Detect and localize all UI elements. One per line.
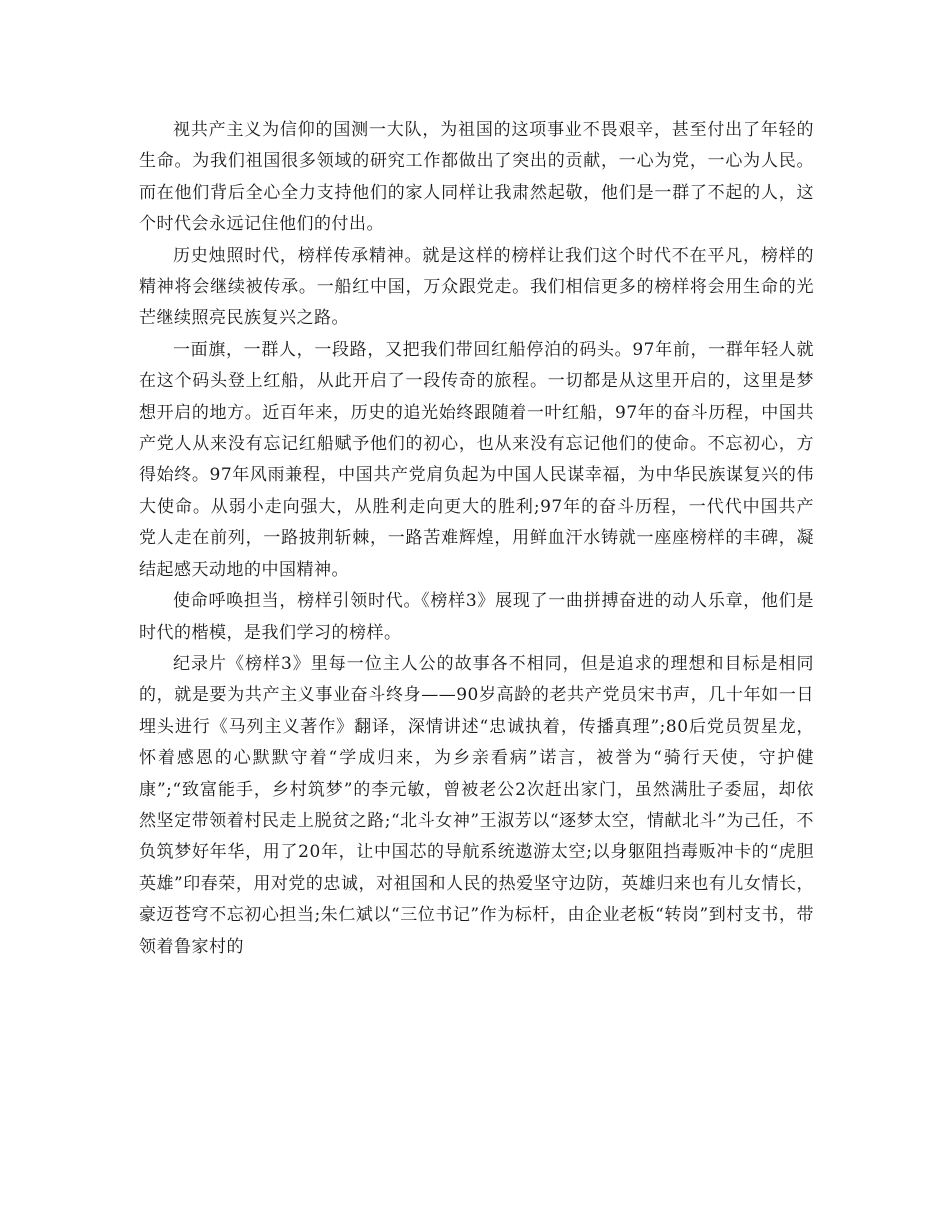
paragraph-1: 视共产主义为信仰的国测一大队，为祖国的这项事业不畏艰辛，甚至付出了年轻的生命。为我们祖国很多领域的研究工作都做出了突出的贡献，一心为党，一心为人民。而在他们背后全心全力支持他们的家人同样让我肃然起敬，他们是一群了不起的人，这个时代会永远记住他们的付出。: [139, 120, 814, 235]
paragraph-2: 历史烛照时代，榜样传承精神。就是这样的榜样让我们这个时代不在平凡，榜样的精神将会继续被传承。一船红中国，万众跟党走。我们相信更多的榜样将会用生命的光芒继续照亮民族复兴之路。: [139, 245, 814, 329]
paragraph-4: 使命呼唤担当，榜样引领时代。《榜样3》展现了一曲拼搏奋进的动人乐章，他们是时代的楷模，是我们学习的榜样。: [139, 591, 814, 643]
paragraph-5: 纪录片《榜样3》里每一位主人公的故事各不相同，但是追求的理想和目标是相同的，就是要为共产主义事业奋斗终身——90岁高龄的老共产党员宋书声，几十年如一日埋头进行《马列主义著作》翻译，深情讲述“忠诚执着，传播真理”;80后党员贺星龙，怀着感恩的心默默守着“学成归来，为乡亲看病”诺言，被誉为“骑行天使，守护健康”;“致富能手，乡村筑梦”的李元敏，曾被老公2次赶出家门，虽然满肚子委屈，却依然坚定带领着村民走上脱贫之路;“北斗女神”王淑芳以“逐梦太空，情献北斗”为己任，不负筑梦好年华，用了20年，让中国芯的导航系统遨游太空;以身躯阻挡毒贩冲卡的“虎胆英雄”印春荣，用对党的忠诚，对祖国和人民的热爱坚守边防，英雄归来也有儿女情长，豪迈苍穹不忘初心担当;朱仁斌以“三位书记”作为标杆，由企业老板“转岗”到村支书，带领着鲁家村的: [139, 653, 814, 957]
paragraph-3: 一面旗，一群人，一段路，又把我们带回红船停泊的码头。97年前，一群年轻人就在这个码头登上红船，从此开启了一段传奇的旅程。一切都是从这里开启的，这里是梦想开启的地方。近百年来，历史的追光始终跟随着一叶红船，97年的奋斗历程，中国共产党人从来没有忘记红船赋予他们的初心，也从来没有忘记他们的使命。不忘初心，方得始终。97年风雨兼程，中国共产党肩负起为中国人民谋幸福，为中华民族谋复兴的伟大使命。从弱小走向强大，从胜利走向更大的胜利;97年的奋斗历程，一代代中国共产党人走在前列，一路披荆斩棘，一路苦难辉煌，用鲜血汗水铸就一座座榜样的丰碑，凝结起感天动地的中国精神。: [139, 339, 814, 580]
body-text: [139, 115, 814, 963]
